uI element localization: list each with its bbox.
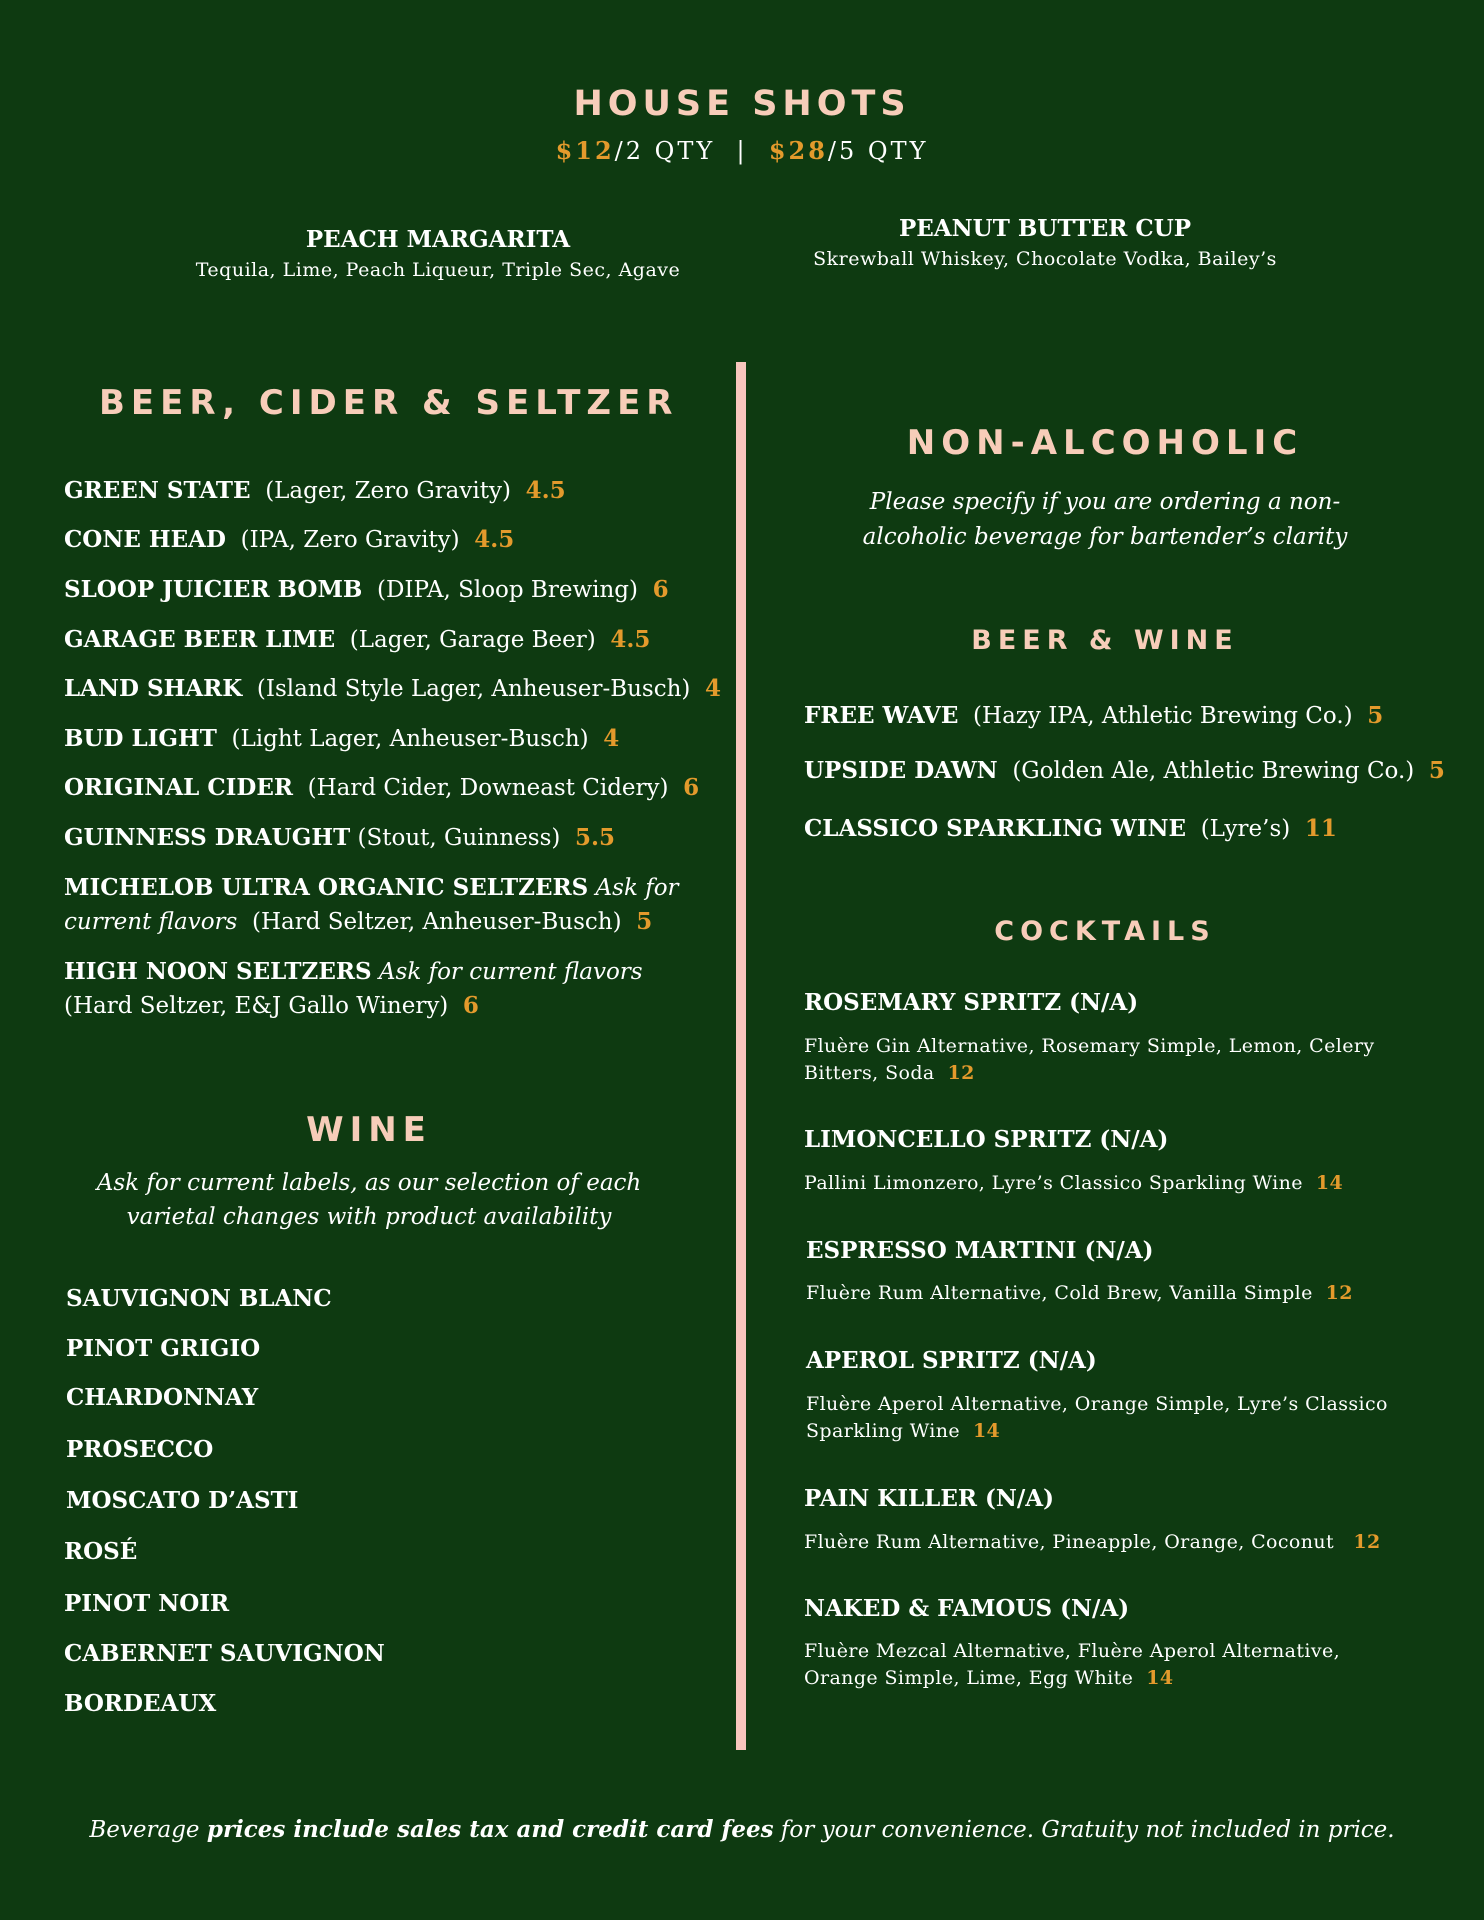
beer-item [64, 955, 714, 1023]
beer-item [64, 573, 669, 607]
beer-item [64, 474, 566, 508]
beer-section-title: BEER, CIDER & SELTZER [99, 383, 679, 423]
na-beer-desc: (Hazy IPA, Athletic Brewing Co.) [973, 703, 1353, 729]
beer-price: 5.5 [575, 824, 616, 851]
cocktail-name: NAKED & FAMOUS (N/A) [804, 1595, 1130, 1622]
na-beer-desc: (Lyre’s) [1200, 816, 1291, 842]
beer-name: LAND SHARK [64, 675, 243, 702]
na-beer-desc: (Golden Ale, Athletic Brewing Co.) [1012, 758, 1415, 784]
na-beer-item [804, 699, 1383, 733]
cocktail-name: APEROL SPRITZ (N/A) [806, 1347, 1097, 1374]
beer-price: 5 [636, 908, 653, 935]
beer-desc: (Lager, Garage Beer) [349, 627, 596, 653]
na-beer-name: FREE WAVE [804, 702, 959, 729]
wine-item: PINOT GRIGIO [66, 1335, 261, 1362]
na-beer-price: 5 [1367, 702, 1384, 729]
cocktail-price: 14 [1315, 1172, 1344, 1194]
beer-price: 6 [462, 992, 479, 1019]
cocktail-desc: Fluère Aperol Alternative, Orange Simple, Lyre’s Classico Sparkling Wine [806, 1393, 1388, 1442]
wine-item: ROSÉ [64, 1538, 138, 1565]
cocktail-desc-block [804, 1529, 1444, 1556]
non-alcoholic-title: NON-ALCOHOLIC [906, 423, 1304, 463]
beer-price: 4 [603, 725, 620, 752]
beer-desc: (Stout, Guinness) [357, 825, 561, 851]
beer-item [64, 672, 721, 706]
cocktail-desc-block [806, 1280, 1446, 1307]
beer-name: ORIGINAL CIDER [64, 774, 294, 801]
cocktail-desc-block [806, 1391, 1426, 1445]
beer-desc: (Hard Cider, Downeast Cidery) [307, 775, 669, 801]
beer-desc: (Hard Seltzer, E&J Gallo Winery) [64, 993, 449, 1019]
na-beer-price: 11 [1304, 815, 1337, 842]
beer-note: Ask for current flavors [64, 875, 679, 935]
beer-name: CONE HEAD [64, 526, 226, 553]
beer-price: 4.5 [525, 477, 566, 504]
cocktails-title: COCKTAILS [994, 916, 1216, 947]
price-two: $12 [555, 136, 615, 165]
beer-name: HIGH NOON SELTZERS [64, 958, 372, 985]
footer-bold: prices include sales tax and credit card fees [206, 1816, 774, 1843]
cocktail-price: 12 [947, 1062, 975, 1084]
wine-note: Ask for current labels, as our selection of each varietal changes with product availability [96, 1170, 642, 1230]
beer-name: GUINNESS DRAUGHT [64, 824, 351, 851]
beer-item [64, 523, 514, 557]
non-alcoholic-note: Please specify if you are ordering a non-alcoholic beverage for bartender’s clarity [862, 489, 1348, 550]
wine-item: SAUVIGNON BLANC [66, 1285, 332, 1312]
cocktail-desc: Fluère Mezcal Alternative, Fluère Aperol Alternative, Orange Simple, Lime, Egg White [804, 1640, 1341, 1689]
wine-item: PROSECCO [66, 1436, 214, 1463]
beer-desc: (DIPA, Sloop Brewing) [377, 577, 638, 603]
qty-five: /5 QTY [827, 137, 929, 165]
cocktail-desc: Fluère Rum Alternative, Cold Brew, Vanilla Simple [806, 1282, 1313, 1304]
wine-item: CABERNET SAUVIGNON [64, 1640, 385, 1667]
cocktail-desc: Pallini Limonzero, Lyre’s Classico Sparkling Wine [804, 1172, 1303, 1194]
cocktail-name: PAIN KILLER (N/A) [804, 1485, 1055, 1512]
beer-item [64, 623, 650, 657]
wine-item: PINOT NOIR [64, 1590, 230, 1617]
shot-desc: Tequila, Lime, Peach Liqueur, Triple Sec, Agave [195, 259, 681, 281]
cocktail-desc-block [804, 1170, 1444, 1197]
shot-desc: Skrewball Whiskey, Chocolate Vodka, Bailey’s [813, 248, 1277, 270]
beer-name: MICHELOB ULTRA ORGANIC SELTZERS [64, 874, 589, 901]
footer-note [0, 1816, 1484, 1843]
beer-price: 4 [705, 675, 722, 702]
beer-desc: (IPA, Zero Gravity) [240, 527, 460, 553]
beer-desc: (Lager, Zero Gravity) [265, 478, 511, 504]
na-beer-name: CLASSICO SPARKLING WINE [804, 815, 1187, 842]
cocktail-price: 14 [972, 1420, 1001, 1442]
beer-name: GARAGE BEER LIME [64, 626, 336, 653]
shot-name: PEANUT BUTTER CUP [898, 215, 1192, 242]
cocktail-desc-block [804, 1033, 1424, 1087]
beer-name: SLOOP JUICIER BOMB [64, 576, 363, 603]
na-beer-item [804, 754, 1445, 788]
cocktail-name: ESPRESSO MARTINI (N/A) [806, 1237, 1154, 1264]
cocktail-name: LIMONCELLO SPRITZ (N/A) [804, 1126, 1169, 1153]
wine-item: BORDEAUX [64, 1690, 217, 1717]
price-five: $28 [768, 136, 828, 165]
beer-desc: (Hard Seltzer, Anheuser-Busch) [251, 909, 622, 935]
shot-name: PEACH MARGARITA [305, 226, 571, 253]
footer-pre: Beverage [89, 1817, 200, 1843]
house-shots-title: HOUSE SHOTS [573, 84, 911, 124]
cocktail-desc-block [804, 1638, 1404, 1692]
column-divider [736, 362, 746, 1750]
beer-item [64, 722, 619, 756]
beer-note: Ask for current flavors [378, 959, 643, 985]
beer-price: 4.5 [474, 526, 515, 553]
shot-item [745, 215, 1345, 270]
na-beer-price: 5 [1428, 757, 1445, 784]
cocktail-price: 14 [1146, 1667, 1174, 1689]
beer-name: GREEN STATE [64, 477, 251, 504]
pricing-separator: | [736, 137, 748, 165]
beer-price: 6 [652, 576, 669, 603]
shot-item [138, 226, 738, 281]
beer-item [64, 821, 615, 855]
beer-price: 4.5 [610, 626, 651, 653]
cocktail-name: ROSEMARY SPRITZ (N/A) [804, 989, 1139, 1016]
cocktail-price: 12 [1353, 1531, 1381, 1553]
wine-item: CHARDONNAY [66, 1384, 259, 1411]
beer-desc: (Light Lager, Anheuser-Busch) [231, 726, 589, 752]
beer-item [64, 871, 714, 939]
na-beer-wine-title: BEER & WINE [971, 625, 1239, 656]
footer-post: for your convenience. Gratuity not included in price. [780, 1817, 1395, 1843]
beer-desc: (Island Style Lager, Anheuser-Busch) [256, 676, 691, 702]
na-beer-item [804, 812, 1337, 846]
qty-two: /2 QTY [614, 137, 716, 165]
house-shots-pricing [0, 136, 1484, 165]
na-beer-name: UPSIDE DAWN [804, 757, 998, 784]
beer-price: 6 [683, 774, 700, 801]
cocktail-desc: Fluère Gin Alternative, Rosemary Simple, Lemon, Celery Bitters, Soda [804, 1035, 1375, 1084]
beer-name: BUD LIGHT [64, 725, 217, 752]
wine-section-title: WINE [306, 1110, 432, 1150]
cocktail-price: 12 [1325, 1282, 1353, 1304]
beer-item [64, 771, 699, 805]
wine-item: MOSCATO D’ASTI [66, 1487, 299, 1514]
cocktail-desc: Fluère Rum Alternative, Pineapple, Orange, Coconut [804, 1531, 1335, 1553]
